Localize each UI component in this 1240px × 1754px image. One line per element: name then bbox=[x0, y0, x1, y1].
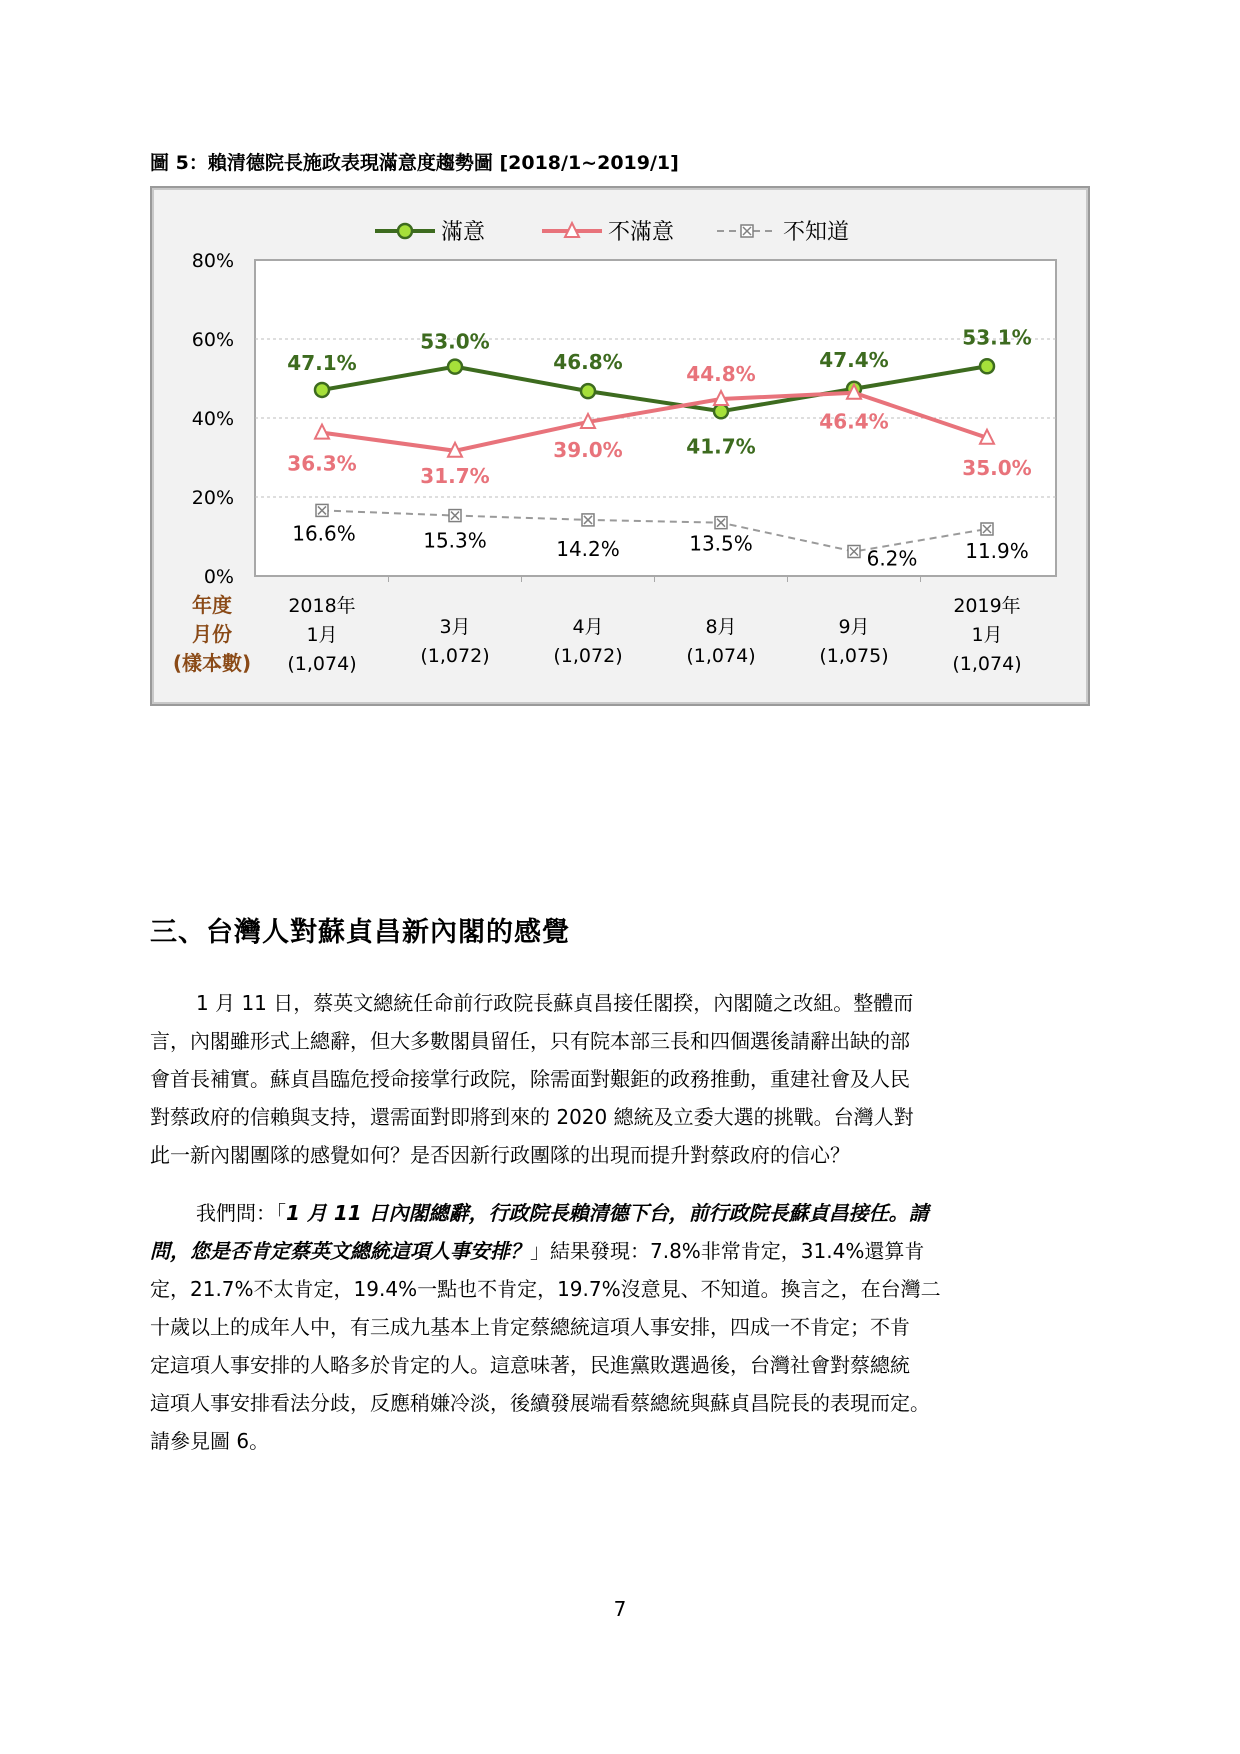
x-month-label: 1月 bbox=[306, 624, 338, 646]
page-number: 7 bbox=[613, 1597, 627, 1621]
paragraph-1 bbox=[150, 984, 1090, 1174]
data-point bbox=[448, 360, 462, 374]
data-label: 6.2% bbox=[866, 546, 918, 571]
data-label: 47.4% bbox=[819, 347, 889, 372]
x-sample-label: (1,075) bbox=[819, 645, 889, 667]
row-label: 月份 bbox=[192, 622, 232, 646]
legend-label: 滿意 bbox=[441, 220, 486, 245]
x-year-label: 2018年 bbox=[288, 595, 356, 617]
para2-line: 定這項人事安排的人略多於肯定的人。這意味著，民進黨敗選過後，台灣社會對蔡總統 bbox=[150, 1353, 910, 1377]
data-label: 31.7% bbox=[420, 463, 490, 488]
data-label: 16.6% bbox=[292, 521, 356, 546]
x-month-label: 1月 bbox=[971, 624, 1003, 646]
data-label: 53.1% bbox=[962, 325, 1032, 350]
legend-label: 不知道 bbox=[783, 220, 850, 245]
legend-label: 不滿意 bbox=[608, 220, 675, 245]
legend-marker bbox=[398, 224, 412, 238]
para2-result: 」結果發現：7.8%非常肯定，31.4%還算肯 bbox=[530, 1239, 925, 1263]
y-tick-label: 80% bbox=[191, 250, 234, 272]
y-tick-label: 0% bbox=[203, 566, 234, 588]
data-label: 44.8% bbox=[686, 362, 756, 387]
data-label: 35.0% bbox=[962, 455, 1032, 480]
x-sample-label: (1,074) bbox=[287, 653, 357, 675]
data-point bbox=[315, 383, 329, 397]
x-month-label: 8月 bbox=[705, 616, 737, 638]
data-point bbox=[714, 404, 728, 418]
data-point bbox=[581, 384, 595, 398]
data-point bbox=[980, 359, 994, 373]
x-sample-label: (1,074) bbox=[686, 645, 756, 667]
data-label: 39.0% bbox=[553, 437, 623, 462]
para1-line: 此一新內閣團隊的感覺如何？是否因新行政團隊的出現而提升對蔡政府的信心？ bbox=[150, 1143, 850, 1167]
para2-line bbox=[150, 1232, 1090, 1270]
x-month-label: 9月 bbox=[838, 616, 870, 638]
para2-line: 十歲以上的成年人中，有三成九基本上肯定蔡總統這項人事安排，四成一不肯定；不肯 bbox=[150, 1315, 910, 1339]
survey-question: 1 月 11 日內閣總辭，行政院長賴清德下台，前行政院長蘇貞昌接任。請 bbox=[286, 1201, 929, 1225]
para2-line: 定，21.7%不太肯定，19.4%一點也不肯定，19.7%沒意見、不知道。換言之，在台灣二 bbox=[150, 1277, 941, 1301]
figure-caption: 圖 5：賴清德院長施政表現滿意度趨勢圖 [2018/1~2019/1] bbox=[150, 152, 679, 174]
survey-question-cont: 問，您是否肯定蔡英文總統這項人事安排？ bbox=[150, 1239, 530, 1263]
y-tick-label: 60% bbox=[191, 329, 234, 351]
para2-lead: 我們問：「 bbox=[196, 1201, 286, 1225]
y-tick-label: 40% bbox=[191, 408, 234, 430]
data-label: 53.0% bbox=[420, 329, 490, 354]
x-month-label: 4月 bbox=[572, 616, 604, 638]
data-label: 36.3% bbox=[287, 451, 357, 476]
data-label: 47.1% bbox=[287, 350, 357, 375]
section-heading: 三、台灣人對蘇貞昌新內閣的感覺 bbox=[150, 917, 570, 948]
data-label: 46.8% bbox=[553, 350, 623, 375]
para1-line: 對蔡政府的信賴與支持，還需面對即將到來的 2020 總統及立委大選的挑戰。台灣人對 bbox=[150, 1105, 914, 1129]
para2-line: 這項人事安排看法分歧，反應稍嫌冷淡，後續發展端看蔡總統與蘇貞昌院長的表現而定。 bbox=[150, 1391, 930, 1415]
data-label: 46.4% bbox=[819, 409, 889, 434]
row-label: (樣本數) bbox=[172, 651, 252, 675]
para2-line bbox=[150, 1194, 1090, 1232]
paragraph-2 bbox=[150, 1194, 1090, 1460]
data-label: 15.3% bbox=[423, 528, 487, 553]
para1-line: 1 月 11 日，蔡英文總統任命前行政院長蘇貞昌接任閣揆，內閣隨之改組。整體而 bbox=[196, 991, 914, 1015]
para1-line: 言，內閣雖形式上總辭，但大多數閣員留任，只有院本部三長和四個選後請辭出缺的部 bbox=[150, 1029, 910, 1053]
para1-line: 會首長補實。蘇貞昌臨危授命接掌行政院，除需面對艱鉅的政務推動，重建社會及人民 bbox=[150, 1067, 910, 1091]
x-year-label: 2019年 bbox=[953, 595, 1021, 617]
data-label: 41.7% bbox=[686, 434, 756, 459]
x-month-label: 3月 bbox=[439, 616, 471, 638]
x-sample-label: (1,072) bbox=[553, 645, 623, 667]
line-chart bbox=[150, 186, 1090, 706]
chart-svg bbox=[152, 188, 1088, 704]
data-label: 14.2% bbox=[556, 536, 620, 561]
x-sample-label: (1,074) bbox=[952, 653, 1022, 675]
y-tick-label: 20% bbox=[191, 487, 234, 509]
data-label: 13.5% bbox=[689, 531, 753, 556]
x-sample-label: (1,072) bbox=[420, 645, 490, 667]
data-label: 11.9% bbox=[965, 538, 1029, 563]
row-label: 年度 bbox=[192, 593, 232, 617]
para2-line: 請參見圖 6。 bbox=[150, 1429, 270, 1453]
